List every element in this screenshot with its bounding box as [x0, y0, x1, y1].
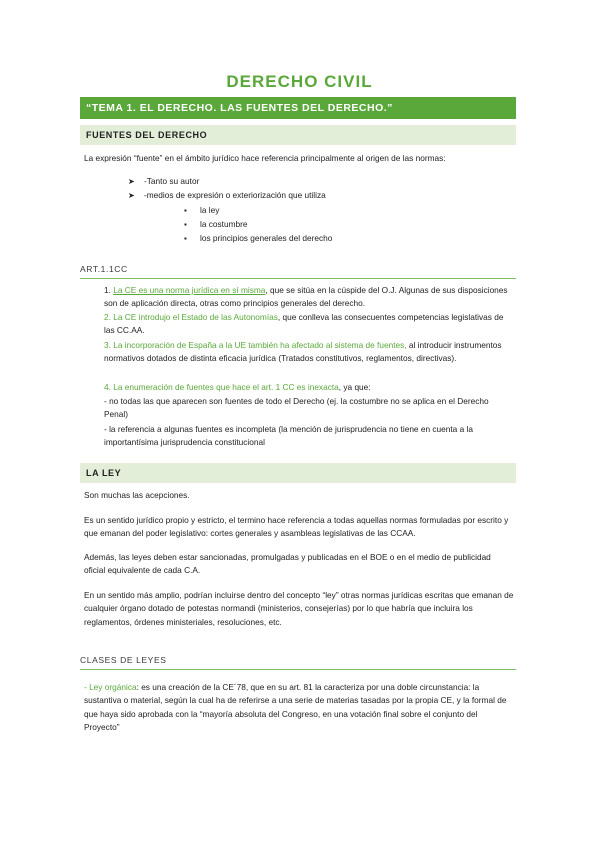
art-paragraph-5: - no todas las que aparecen son fuentes de todo el Derecho (ej. la costumbre no se aplica en el Derecho Penal)	[104, 396, 489, 420]
section-ley-bar	[80, 463, 516, 483]
section-clases-heading: CLASES DE LEYES	[80, 655, 516, 670]
fuentes-intro: La expresión “fuente” en el ámbito jurídico hace referencia principalmente al origen de las normas:	[84, 153, 446, 163]
ley-paragraph-3: Además, las leyes deben estar sancionadas, promulgadas y publicadas en el BOE o en el medio de publicidad oficial equivalente de cada C.A.	[84, 552, 491, 576]
square-bullet-icon: ▪	[184, 234, 187, 243]
tema-heading: “TEMA 1. EL DERECHO. LAS FUENTES DEL DERECHO.”	[86, 102, 393, 114]
tema-heading-bar	[80, 97, 516, 119]
arrow-bullet-icon: ➤	[128, 177, 135, 186]
section-fuentes-heading: FUENTES DEL DERECHO	[86, 130, 208, 140]
list-item: ▪ la ley	[184, 205, 220, 215]
document-title: DERECHO CIVIL	[226, 72, 373, 91]
ley-paragraph-2: Es un sentido jurídico propio y estricto, el termino hace referencia a todas aquellas normas formuladas por escrito y que emanan del poder legislativo: cortes generales y asambleas legislativas de las CCAA.	[84, 515, 509, 539]
list-item: ▪ los principios generales del derecho	[184, 233, 333, 243]
section-fuentes-bar	[80, 125, 516, 145]
art-paragraph-4: 4. La enumeración de fuentes que hace el art. 1 CC es inexacta, ya que:	[104, 382, 371, 392]
art-paragraph-6: - la referencia a algunas fuentes es incompleta (la mención de jurisprudencia no tiene en cuenta a la importantísima jurisprudencia constitucional	[104, 424, 473, 448]
art-paragraph-1: 1. La CE es una norma jurídica en sí misma, que se sitúa en la cúspide del O.J. Algunas de sus disposiciones son de aplicación directa, otras como principios generales del derecho.	[104, 285, 508, 309]
square-bullet-icon: ▪	[184, 206, 187, 215]
section-ley-heading: LA LEY	[86, 468, 122, 478]
list-item: ▪ la costumbre	[184, 219, 248, 229]
list-item: ➤ -medios de expresión o exteriorización que utiliza	[128, 190, 326, 200]
ley-paragraph-4: En un sentido más amplio, podrían incluirse dentro del concepto “ley” otras normas jurídicas escritas que emanan de cualquier órgano dotado de potestas normandi (ministerios, consejerías) por lo que habría que incluira los reglamentos, órdenes ministeriales, resoluciones, etc.	[84, 590, 514, 627]
section-art-heading: ART.1.1CC	[80, 264, 516, 279]
art-paragraph-2: 2. La CE introdujo el Estado de las Autonomías, que conlleva las consecuentes competencias legislativas de las CC.AA.	[104, 312, 504, 336]
art-paragraph-3: 3. La incorporación de España a la UE también ha afectado al sistema de fuentes, al introducir instrumentos normativos dotados de distinta eficacia jurídica (Tratados constitutivos, reglamentos, directivas).	[104, 340, 502, 364]
clases-paragraph-1: - Ley orgánica: es una creación de la CE´78, que en su art. 81 la caracteriza por una doble circunstancia: la sustantiva o material, según la cual ha de referirse a una serie de materias tasadas por la propia CE, y la formal de que haya sido aprobada con la “mayoría absoluta del Congreso, en una votación final sobre el conjunto del Proyecto”	[84, 682, 507, 732]
list-item: ➤ -Tanto su autor	[128, 176, 200, 186]
square-bullet-icon: ▪	[184, 220, 187, 229]
arrow-bullet-icon: ➤	[128, 191, 135, 200]
ley-paragraph-1: Son muchas las acepciones.	[84, 490, 190, 500]
